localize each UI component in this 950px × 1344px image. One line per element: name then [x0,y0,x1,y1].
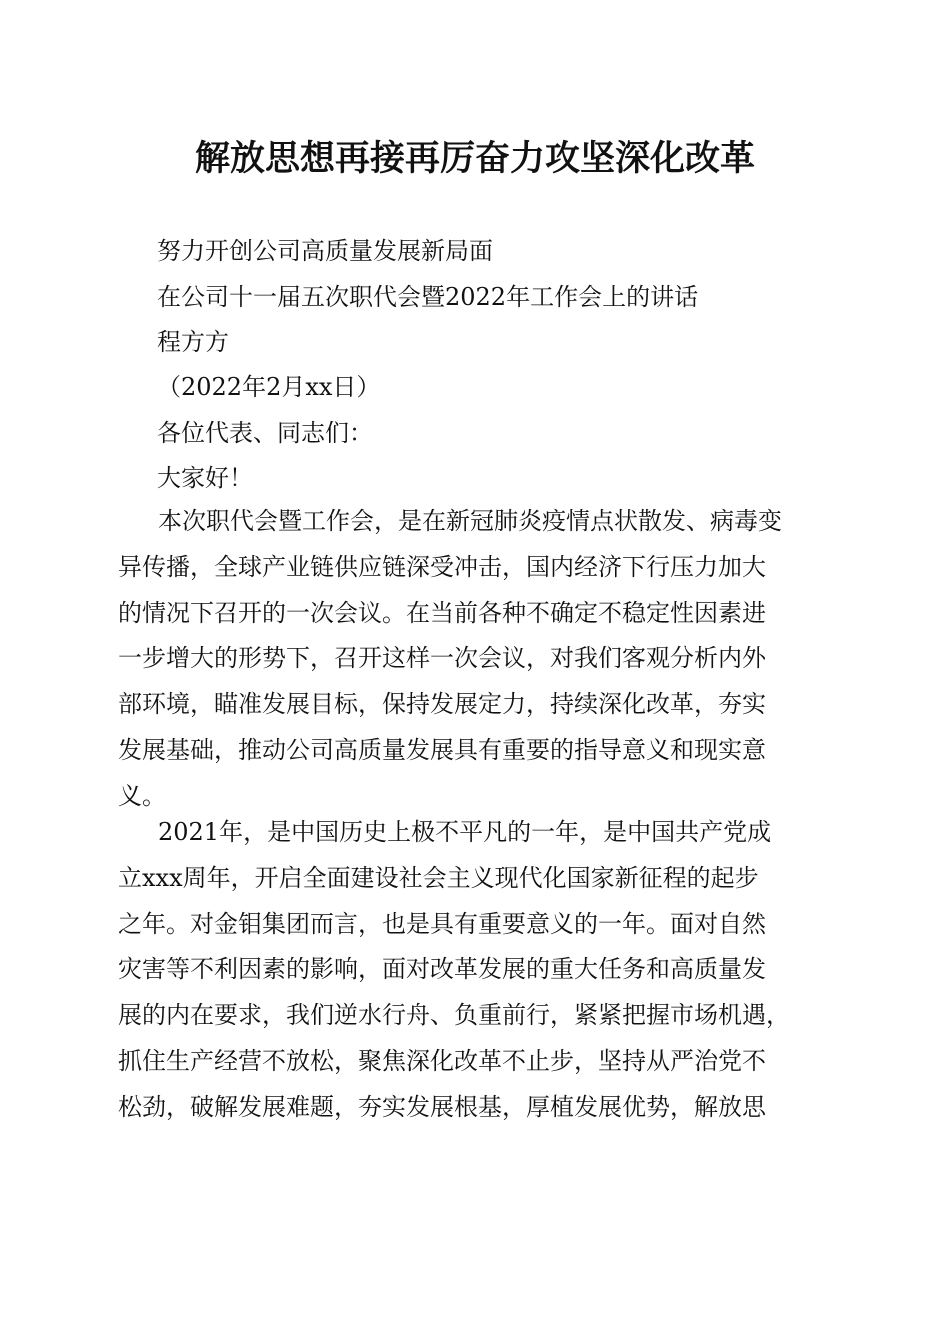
salutation: 各位代表、同志们： [157,419,373,447]
paragraph-2 [118,810,838,1131]
document-subtitle: 努力开创公司高质量发展新局面 [157,237,493,265]
paragraph-2-line: 松劲，破解发展难题，夯实发展根基，厚植发展优势，解放思 [118,1092,766,1121]
paragraph-1-line: 一步增大的形势下，召开这样一次会议，对我们客观分析内外 [118,644,766,673]
paragraph-1-line: 义。 [118,781,166,810]
paragraph-1-line: 发展基础，推动公司高质量发展具有重要的指导意义和现实意 [118,735,766,764]
paragraph-2-line: 2021年，是中国历史上极不平凡的一年，是中国共产党成 [158,818,772,846]
greeting: 大家好！ [157,464,253,492]
paragraph-1-line: 异传播，全球产业链供应链深受冲击，国内经济下行压力加大 [118,552,766,581]
paragraph-2-line: 灾害等不利因素的影响，面对改革发展的重大任务和高质量发 [118,955,766,984]
paragraph-2-line: 抓住生产经营不放松，聚焦深化改革不止步，坚持从严治党不 [118,1046,766,1075]
speech-date: （2022年2月xx日） [157,373,381,401]
paragraph-2-line: 之年。对金钼集团而言，也是具有重要意义的一年。面对自然 [118,909,766,938]
speaker-name: 程方方 [157,328,229,356]
speech-occasion: 在公司十一届五次职代会暨2022年工作会上的讲话 [157,283,699,311]
paragraph-2-line: 立xxx周年，开启全面建设社会主义现代化国家新征程的起步 [118,863,759,892]
paragraph-2-line: 展的内在要求，我们逆水行舟、负重前行，紧紧把握市场机遇， [118,1001,790,1030]
paragraph-1 [118,499,838,820]
paragraph-1-line: 本次职代会暨工作会，是在新冠肺炎疫情点状散发、病毒变 [158,507,782,535]
paragraph-1-line: 的情况下召开的一次会议。在当前各种不确定不稳定性因素进 [118,598,766,627]
document-title: 解放思想再接再厉奋力攻坚深化改革 [194,138,755,179]
paragraph-1-line: 部环境，瞄准发展目标，保持发展定力，持续深化改革，夯实 [118,690,766,719]
